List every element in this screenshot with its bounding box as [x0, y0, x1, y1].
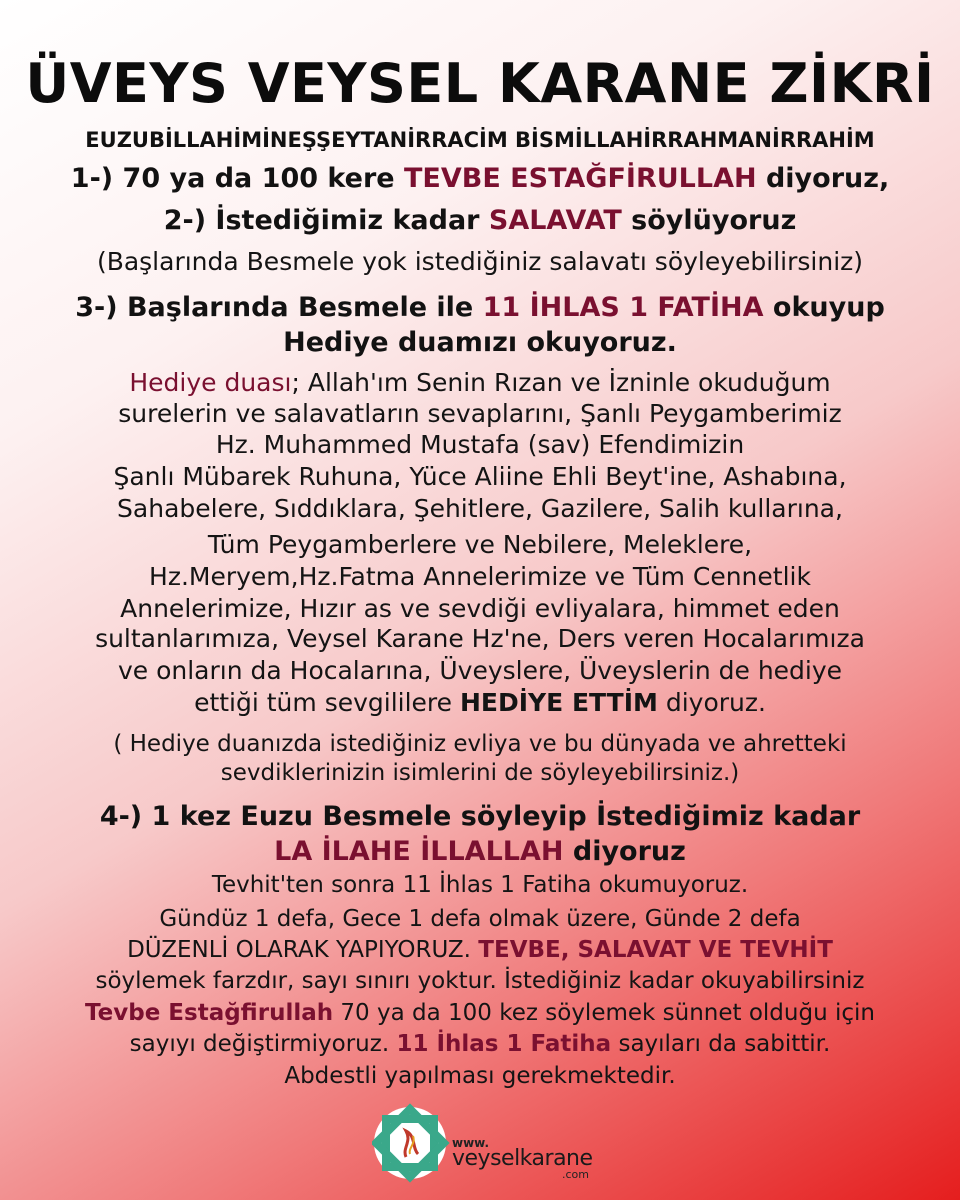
star-emblem-icon — [372, 1102, 450, 1184]
prayer-line: sultanlarımıza, Veysel Karane Hz'ne, Ders veren Hocalarımıza — [95, 624, 865, 653]
closing-line: sayıyı değiştirmiyoruz. 11 İhlas 1 Fatiha sayıları da sabittir. — [129, 1031, 831, 1057]
logo-www: www. — [452, 1136, 490, 1150]
step-3-line-2: Hediye duamızı okuyoruz. — [283, 327, 677, 358]
prayer-line: Hz. Muhammed Mustafa (sav) Efendimizin — [215, 430, 745, 459]
logo-name: veyselkarane — [452, 1146, 593, 1171]
closing-line: söylemek farzdır, sayı sınırı yoktur. İstediğiniz kadar okuyabilirsiniz — [95, 968, 865, 994]
step-4: 4-) 1 kez Euzu Besmele söyleyip İstediğimiz kadar — [99, 801, 861, 832]
prayer-line: surelerin ve salavatların sevaplarını, Şanlı Peygamberimiz — [118, 399, 842, 428]
prayer-line: Hz.Meryem,Hz.Fatma Annelerimize ve Tüm Cennetlik — [149, 562, 811, 591]
prayer-label: Hediye duası — [129, 368, 292, 397]
tevhid-note: Tevhit'ten sonra 11 İhlas 1 Fatiha okumuyoruz. — [211, 872, 749, 898]
closing-line: DÜZENLİ OLARAK YAPIYORUZ. TEVBE, SALAVAT VE TEVHİT — [127, 937, 833, 963]
prayer-last-line: ettiği tüm sevgililere HEDİYE ETTİM diyoruz. — [194, 688, 766, 717]
step-2-note: (Başlarında Besmele yok istediğiniz salavatı söyleyebilirsiniz) — [96, 247, 864, 276]
step-4-line-2: LA İLAHE İLLALLAH diyoruz — [274, 836, 686, 867]
prayer-note-line-1: ( Hediye duanızda istediğiniz evliya ve bu dünyada ve ahretteki — [113, 731, 847, 757]
closing-line: Gündüz 1 defa, Gece 1 defa olmak üzere, Günde 2 defa — [159, 906, 801, 932]
prayer-line: Şanlı Mübarek Ruhuna, Yüce Aliine Ehli Beyt'ine, Ashabına, — [113, 462, 847, 491]
prayer-line-1: Hediye duası; Allah'ım Senin Rızan ve İzninle okuduğum — [129, 368, 831, 397]
prayer-line: Annelerimize, Hızır as ve sevdiği evliyalara, himmet eden — [120, 594, 840, 623]
prayer-note-line-2: sevdiklerinizin isimlerini de söyleyebilirsiniz.) — [220, 760, 740, 786]
prayer-line: Tüm Peygamberlere ve Nebilere, Meleklere, — [207, 530, 753, 559]
prayer-line: Sahabelere, Sıddıklara, Şehitlere, Gazilere, Salih kullarına, — [117, 494, 843, 523]
prayer-line: ve onların da Hocalarına, Üveyslere, Üveyslerin de hediye — [117, 656, 843, 685]
step-1: 1-) 70 ya da 100 kere TEVBE ESTAĞFİRULLAH diyoruz, — [70, 163, 890, 194]
page-title: ÜVEYS VEYSEL KARANE ZİKRİ — [25, 52, 935, 115]
brand-logo — [372, 1102, 602, 1184]
step-2: 2-) İstediğimiz kadar SALAVAT söylüyoruz — [163, 205, 797, 236]
closing-line: Tevbe Estağfirullah 70 ya da 100 kez söylemek sünnet olduğu için — [85, 1000, 875, 1026]
closing-line: Abdestli yapılması gerekmektedir. — [284, 1063, 676, 1089]
opening-invocation: EUZUBİLLAHİMİNEŞŞEYTANİRRACİM BİSMİLLAHİRRAHMANİRRAHİM — [85, 128, 875, 152]
step-3: 3-) Başlarında Besmele ile 11 İHLAS 1 FATİHA okuyup — [75, 292, 885, 323]
logo-tld: .com — [562, 1168, 589, 1181]
